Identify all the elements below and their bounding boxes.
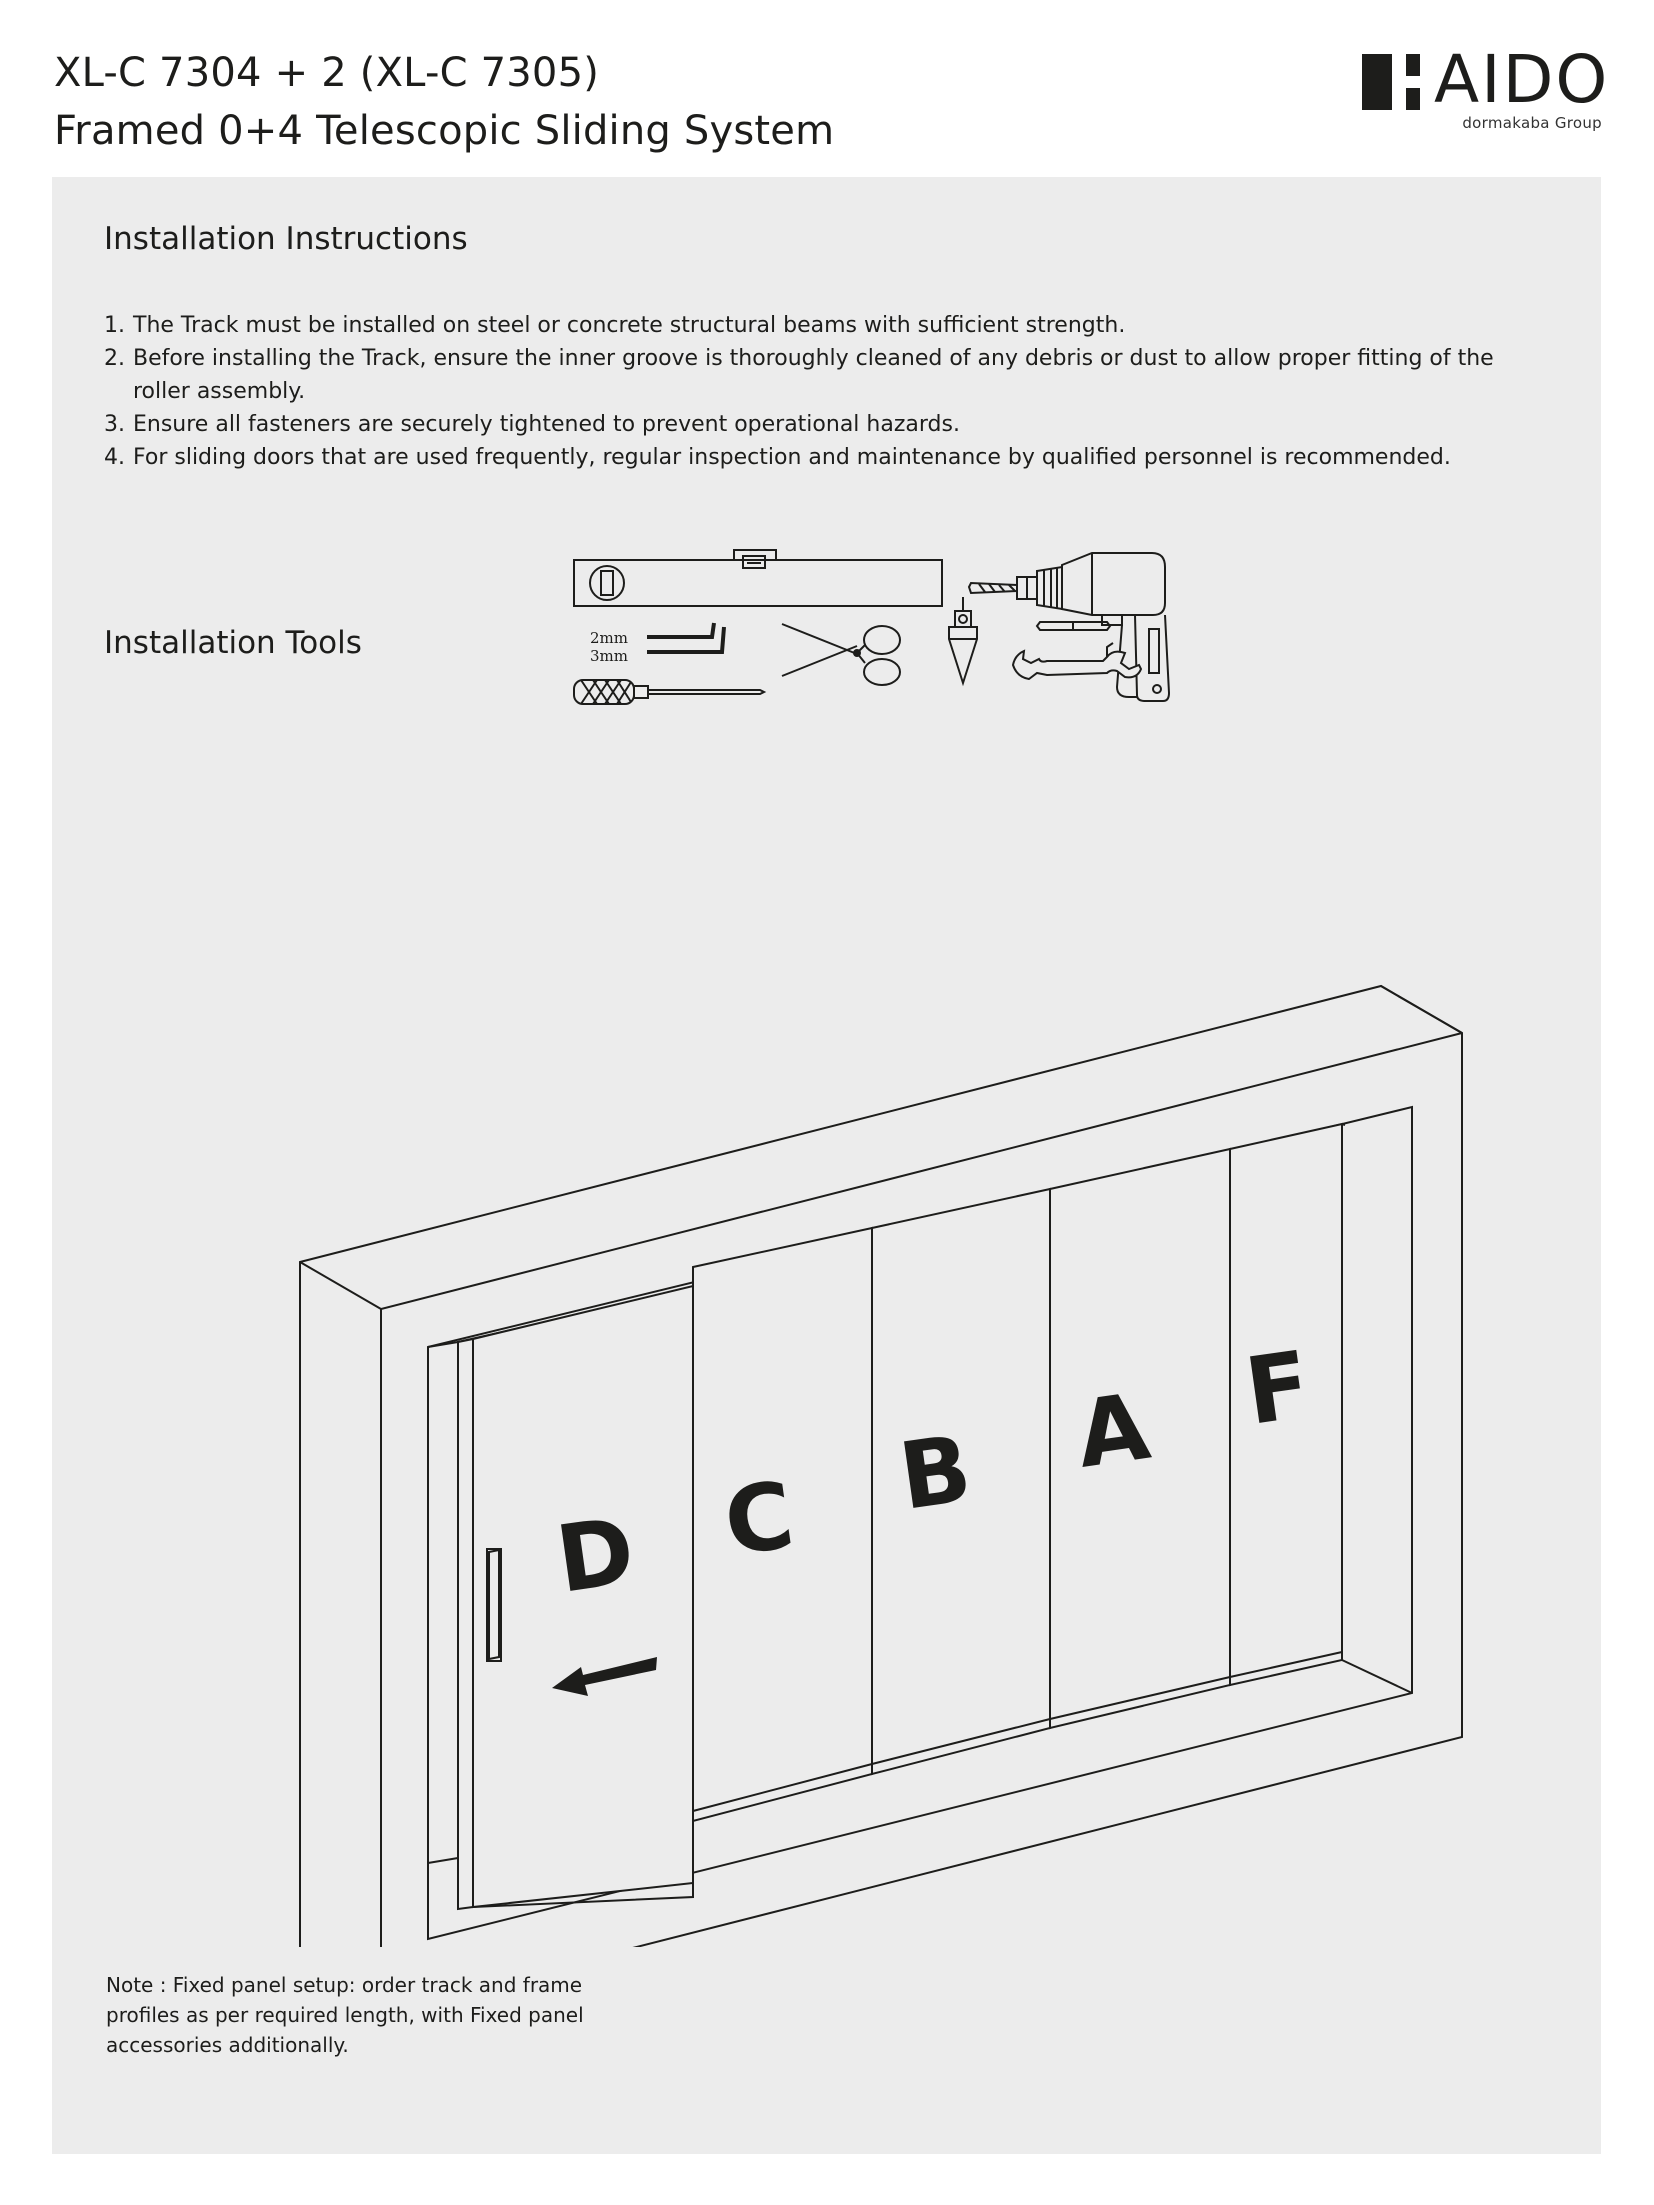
title-line-model: XL-C 7304 + 2 (XL-C 7305) xyxy=(54,50,600,96)
instructions-list xyxy=(104,309,1544,474)
instruction-item xyxy=(104,309,1544,342)
panel-a-label: A xyxy=(1070,1372,1156,1489)
aido-logo xyxy=(1362,41,1610,134)
spirit-level-icon xyxy=(574,550,942,606)
instruction-text: The Track must be installed on steel or concrete structural beams with sufficient strength. xyxy=(133,313,1126,338)
instruction-text: For sliding doors that are used frequently, regular inspection and maintenance by qualified personnel is recommended. xyxy=(133,445,1451,470)
instruction-item xyxy=(104,342,1544,408)
fixed-panel-note: Note : Fixed panel setup: order track and frame profiles as per required length, with Fixed panel accessories additionally. xyxy=(106,1973,584,2057)
instruction-text: Before installing the Track, ensure the inner groove is thoroughly cleaned of any debris or dust to allow proper fitting of the roller assembly. xyxy=(133,346,1494,404)
tools-heading: Installation Tools xyxy=(104,625,362,661)
content-panel xyxy=(52,177,1601,2154)
logo-subtitle: dormakaba Group xyxy=(1462,114,1602,132)
wrench-icon xyxy=(1013,651,1141,679)
panel-b-label: B xyxy=(893,1415,978,1531)
hex-key-3mm-label: 3mm xyxy=(590,647,628,665)
instruction-number: 2. xyxy=(104,346,125,371)
instruction-item xyxy=(104,408,1544,441)
drill-bit-icon xyxy=(1037,622,1110,630)
aido-logo-mark-icon xyxy=(1362,54,1420,110)
instruction-text: Ensure all fasteners are securely tightened to prevent operational hazards. xyxy=(133,412,960,437)
logo-wordmark: AIDO xyxy=(1434,41,1610,118)
sliding-door-diagram xyxy=(232,797,1492,1947)
hex-key-icon xyxy=(590,623,724,665)
instruction-number: 3. xyxy=(104,412,125,437)
instructions-heading: Installation Instructions xyxy=(104,221,468,257)
hex-key-2mm-label: 2mm xyxy=(590,629,628,647)
document-title xyxy=(54,44,834,160)
title-line-system: Framed 0+4 Telescopic Sliding System xyxy=(54,108,835,154)
panel-f-label: F xyxy=(1239,1331,1317,1446)
panel-d-label: D xyxy=(550,1497,641,1614)
plumb-bob-icon xyxy=(949,597,977,683)
screwdriver-icon xyxy=(574,680,764,704)
instruction-number: 1. xyxy=(104,313,125,338)
instruction-number: 4. xyxy=(104,445,125,470)
panel-c-label: C xyxy=(718,1461,800,1577)
scissors-icon xyxy=(782,624,900,685)
electric-drill-icon xyxy=(969,553,1169,701)
instruction-item xyxy=(104,441,1544,474)
